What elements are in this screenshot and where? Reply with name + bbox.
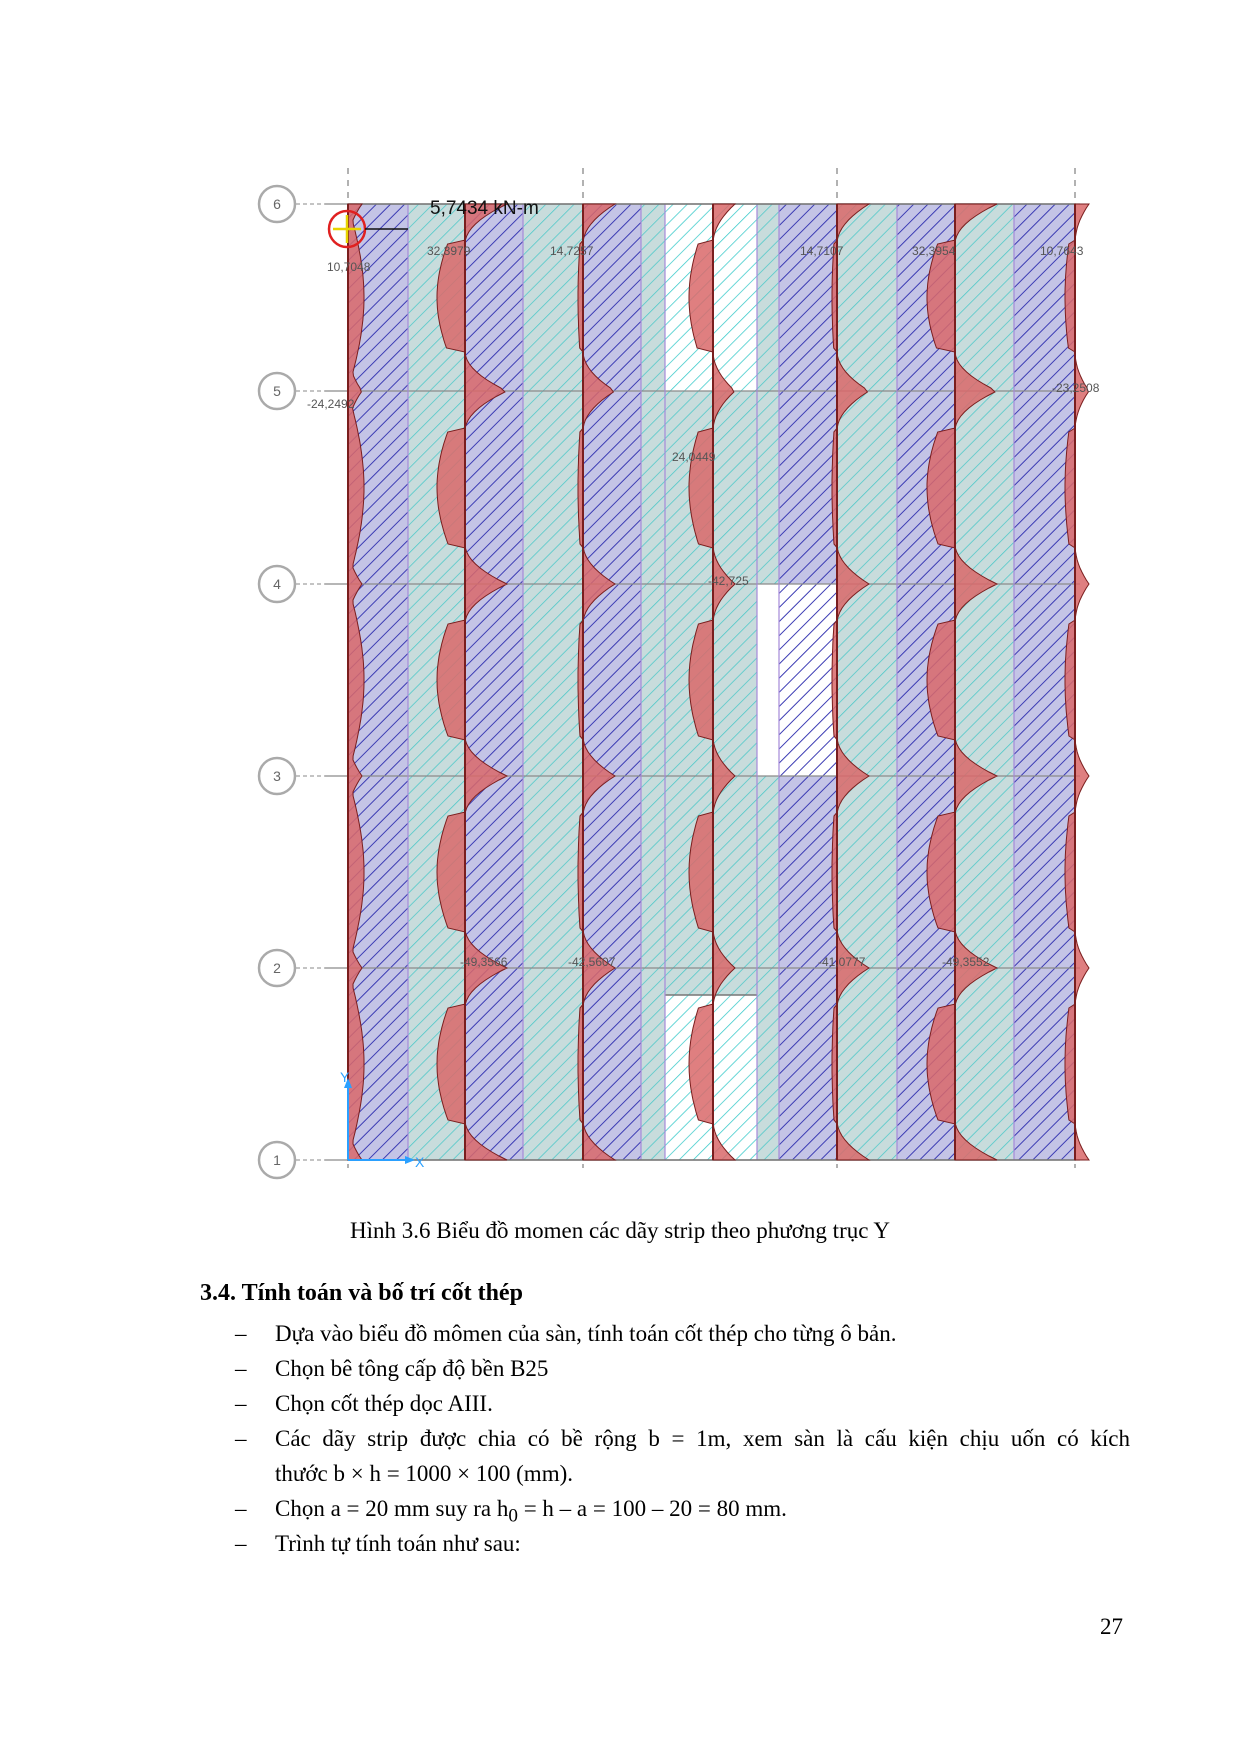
strip	[837, 204, 897, 1160]
moment-value-label: 14,7257	[550, 244, 594, 258]
strip	[955, 204, 1014, 1160]
moment-value-label: -41,0777	[818, 955, 866, 969]
bullet-text: Chọn cốt thép dọc AIII.	[275, 1391, 493, 1416]
bullet-text-part: = h – a = 100 – 20 = 80 mm.	[517, 1496, 787, 1521]
bullet-dash: –	[235, 1356, 247, 1381]
axis-bubble-label: 1	[273, 1152, 281, 1168]
axis-bubble-layer	[259, 186, 325, 1178]
panel	[779, 584, 837, 776]
moment-value-label: -49,3566	[460, 955, 508, 969]
bullet-dash: –	[235, 1391, 247, 1416]
bullet-text-part: Chọn a = 20 mm suy ra h	[275, 1496, 509, 1521]
panel	[757, 584, 779, 776]
bullet-dash: –	[235, 1531, 247, 1556]
list-item	[0, 1316, 897, 1351]
moment-value-label: -23,2508	[1052, 381, 1100, 395]
moment-curve-edge-right	[1065, 204, 1089, 1160]
list-item	[0, 1491, 787, 1527]
triad-x-label: X	[415, 1154, 425, 1170]
bullet-dash: –	[235, 1496, 247, 1521]
bullet-text: Trình tự tính toán như sau:	[275, 1531, 521, 1556]
moment-value-label: 32,3954	[912, 244, 956, 258]
subscript-zero: 0	[508, 1505, 518, 1527]
page-number: 27	[1100, 1614, 1123, 1639]
strip	[465, 204, 523, 1160]
bullet-dash: –	[235, 1426, 247, 1451]
panel	[713, 995, 757, 1160]
list-item	[0, 1351, 549, 1386]
figure-caption: Hình 3.6 Biểu đồ momen các dãy strip theo phương trục Y	[350, 1218, 890, 1243]
bullet-text: Các dãy strip được chia có bề rộng b = 1m, xem sàn là cấu kiện chịu uốn có kích	[275, 1426, 1130, 1451]
moment-value-label: 14,7107	[800, 244, 844, 258]
strip	[583, 204, 641, 1160]
strip	[523, 204, 583, 1160]
list-item-continuation	[0, 1456, 573, 1491]
moment-value-label: 10,7048	[327, 260, 371, 274]
bullet-text: thước b × h = 1000 × 100 (mm).	[275, 1461, 573, 1486]
moment-value-label: 10,7643	[1040, 244, 1084, 258]
list-item	[0, 1526, 521, 1561]
bullet-dash: –	[235, 1321, 247, 1346]
bullet-text: Chọn bê tông cấp độ bền B25	[275, 1356, 549, 1381]
strip	[641, 204, 665, 1160]
axis-bubble-label: 6	[273, 196, 281, 212]
bullet-list	[0, 1316, 1130, 1561]
selected-moment-value: 5,7434 kN-m	[430, 198, 539, 219]
axis-bubble-label: 3	[273, 768, 281, 784]
moment-value-label: -42,725	[708, 574, 749, 588]
list-item	[0, 1421, 1130, 1456]
moment-value-label: 32,3979	[427, 244, 471, 258]
panel	[713, 204, 757, 391]
bullet-text: Dựa vào biểu đồ mômen của sàn, tính toán cốt thép cho từng ô bản.	[275, 1321, 897, 1346]
moment-value-label: -42,5607	[568, 955, 616, 969]
axis-bubble-label: 4	[273, 576, 281, 592]
axis-bubble-label: 5	[273, 383, 281, 399]
moment-value-label: -49,3552	[942, 955, 990, 969]
moment-value-label: -24,2492	[307, 397, 355, 411]
list-item	[0, 1386, 493, 1421]
section-heading: 3.4. Tính toán và bố trí cốt thép	[200, 1280, 523, 1306]
triad-y-label: Y	[340, 1069, 350, 1085]
axis-bubble-label: 2	[273, 960, 281, 976]
moment-value-label: 24,0449	[672, 450, 716, 464]
